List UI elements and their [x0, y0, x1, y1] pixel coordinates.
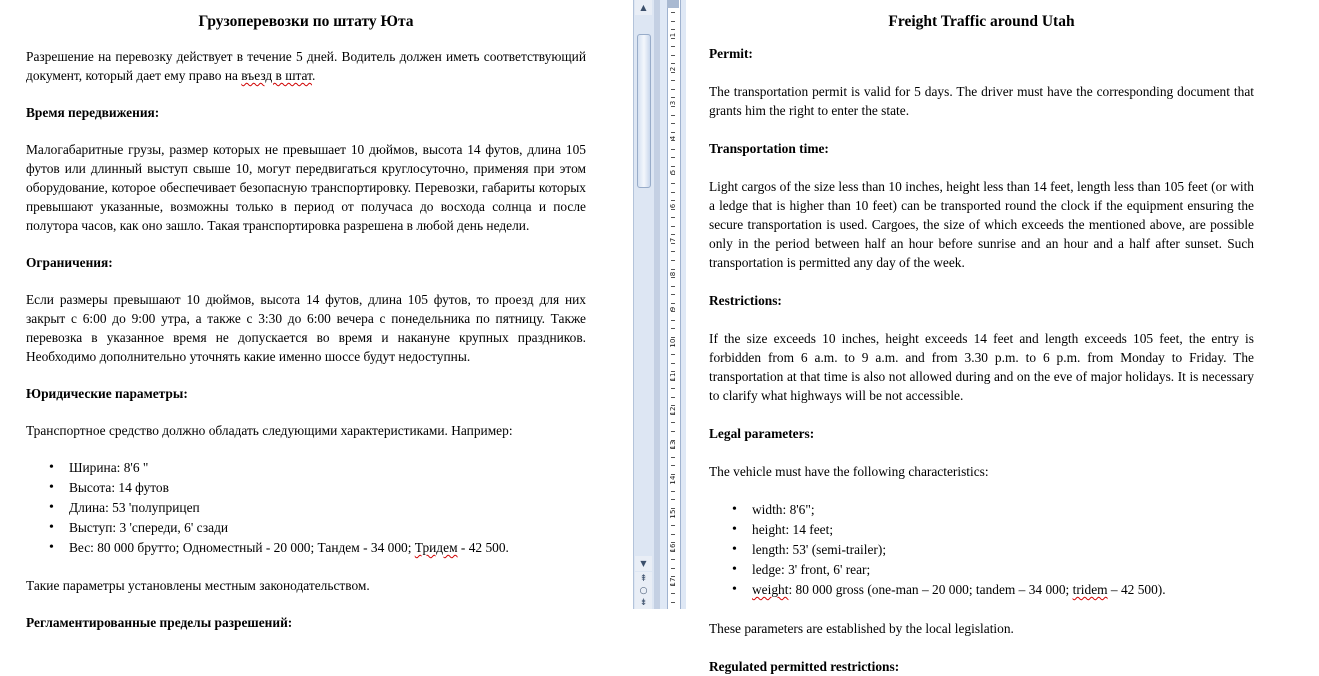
time-heading-en: Transportation time: — [709, 141, 829, 156]
ruler-tick — [671, 192, 675, 193]
scroll-down-button[interactable]: ▼ — [635, 556, 652, 571]
ruler-number: 2 — [669, 66, 677, 72]
list-item: • height: 14 feet; — [752, 520, 1254, 540]
scroll-thumb[interactable] — [637, 34, 651, 188]
legal-heading-en: Legal parameters: — [709, 426, 815, 441]
ruler-tick — [671, 568, 675, 569]
permit-paragraph-en: The transportation permit is valid for 5 days. The driver must have the corresponding document that grants him the right to enter the state. — [709, 84, 1254, 118]
russian-document — [26, 0, 586, 632]
restrictions-heading-en: Restrictions: — [709, 293, 782, 308]
list-item: • ledge: 3' front, 6' rear; — [752, 560, 1254, 580]
legislation-paragraph-ru: Такие параметры установлены местным законодательством. — [26, 578, 370, 593]
parameters-list-ru — [26, 458, 586, 558]
ruler-tick — [671, 397, 675, 398]
ruler-number: 4 — [669, 135, 677, 141]
ruler-tick — [671, 46, 675, 47]
ruler-number: 11 — [669, 372, 677, 382]
ruler-tick — [671, 294, 675, 295]
list-item: • length: 53' (semi-trailer); — [752, 540, 1254, 560]
english-document — [709, 0, 1254, 676]
ruler-number: 9 — [669, 306, 677, 312]
list-item: • Ширина: 8'6 " — [69, 458, 586, 478]
document-title-ru: Грузоперевозки по штату Юта — [198, 13, 414, 30]
ruler-number: 15 — [669, 509, 677, 519]
time-paragraph-ru: Малогабаритные грузы, размер которых не превышает 10 дюймов, высота 14 футов, длина 105 футов или длинный выступ свыше 10, могут передвигаться круглосуточно, применяя при этом оборудование, которое обеспечивает безопасную транспортировку. Перевозки, габариты которых превышают указанные, возможны только в период от получаса до восхода солнца и после полутора часов, как оно зашло. Такая транспортировка разрешена в любой день недели. — [26, 142, 586, 233]
ruler-number: 1 — [669, 32, 677, 38]
spelling-flagged-word[interactable]: weight — [752, 582, 789, 597]
list-item: • width: 8'6"; — [752, 500, 1254, 520]
parameters-list-en — [709, 500, 1254, 600]
list-item: • weight: 80 000 gross (one-man – 20 000; tandem – 34 000; tridem – 42 500). — [752, 580, 1254, 600]
ruler-number: 12 — [669, 406, 677, 416]
legal-heading-ru: Юридические параметры: — [26, 386, 188, 401]
ruler-tick — [671, 499, 675, 500]
spelling-flagged-word[interactable]: въезд в штат — [241, 68, 312, 83]
ruler-number: 16 — [669, 543, 677, 553]
restrictions-paragraph-en: If the size exceeds 10 inches, height exceeds 14 feet and length exceeds 105 feet, the entry is forbidden from 6 a.m. to 9 a.m. and from 3.30 p.m. to 6 p.m. from Monday to Friday. The transportation at that time is also not allowed during and on the eve of major holidays. It is necessary to clarify what highways will be not accessible. — [709, 331, 1254, 403]
ruler-tick — [671, 80, 675, 81]
ruler-tick — [671, 422, 675, 423]
left-document-pane[interactable] — [0, 0, 633, 630]
list-item: • Высота: 14 футов — [69, 478, 586, 498]
ruler-tick — [671, 388, 675, 389]
ruler-tick — [671, 491, 675, 492]
ruler-margin-marker — [667, 0, 679, 8]
ruler-tick — [671, 149, 675, 150]
ruler-tick — [671, 55, 675, 56]
previous-page-button[interactable]: ⇞ — [635, 572, 652, 587]
ruler-tick — [671, 525, 675, 526]
ruler-tick — [671, 354, 675, 355]
ruler-number: 14 — [669, 475, 677, 485]
list-item: • Вес: 80 000 брутто; Одноместный - 20 000; Тандем - 34 000; Тридем - 42 500. — [69, 538, 586, 558]
spelling-flagged-word[interactable]: Тридем — [414, 540, 458, 555]
ruler-number: 13 — [669, 440, 677, 450]
regulated-heading-ru: Регламентированные пределы разрешений: — [26, 615, 293, 630]
ruler-tick — [671, 217, 675, 218]
ruler-number: 10 — [669, 338, 677, 348]
vertical-scrollbar[interactable] — [633, 0, 654, 609]
right-document-pane[interactable] — [686, 0, 1319, 674]
ruler-tick — [671, 457, 675, 458]
ruler-tick — [671, 183, 675, 184]
ruler-tick — [671, 115, 675, 116]
next-page-button[interactable]: ⇟ — [635, 598, 652, 609]
ruler-tick — [671, 363, 675, 364]
regulated-heading-en: Regulated permitted restrictions: — [709, 659, 900, 674]
legal-intro-en: The vehicle must have the following characteristics: — [709, 464, 989, 479]
ruler-tick — [671, 431, 675, 432]
restrictions-heading-ru: Ограничения: — [26, 255, 113, 270]
list-item: • Выступ: 3 'спереди, 6' сзади — [69, 518, 586, 538]
ruler-number: 3 — [669, 100, 677, 106]
ruler-tick — [671, 534, 675, 535]
ruler-tick — [671, 320, 675, 321]
restrictions-paragraph-ru: Если размеры превышают 10 дюймов, высота 14 футов, длина 105 футов, то проезд для них закрыт с 6:00 до 9:00 утра, а также с 3:30 до 6:00 вечера с понедельника по пятницу. Также перевозка в указанное время не допускается во время и накануне крупных праздников. Необходимо дополнительно уточнять какие именно шоссе будут недоступны. — [26, 292, 586, 364]
ruler-tick — [671, 123, 675, 124]
ruler-tick — [671, 21, 675, 22]
ruler-tick — [671, 89, 675, 90]
scroll-up-button[interactable]: ▲ — [635, 0, 652, 15]
time-paragraph-en: Light cargos of the size less than 10 inches, height less than 14 feet, length less than 105 feet (or with a ledge that is higher than 10 feet) can be transported round the clock if the equipment ensuring the secure transportation is used. Cargoes, the size of which exceeds the mentioned above, are possible only in the period between half an hour before sunrise and an hour and a half after sunset. Such transportation is permitted any day of the week. — [709, 179, 1254, 270]
ruler-tick — [671, 12, 675, 13]
ruler-tick — [671, 328, 675, 329]
ruler-tick — [671, 157, 675, 158]
intro-paragraph-ru: Разрешение на перевозку действует в течение 5 дней. Водитель должен иметь соответствующий документ, который дает ему право на въезд в штат. — [26, 49, 586, 83]
ruler-number: 8 — [669, 271, 677, 277]
select-browse-object-button[interactable]: ○ — [635, 586, 652, 601]
ruler-tick — [671, 226, 675, 227]
spelling-flagged-word[interactable]: tridem — [1072, 582, 1108, 597]
time-heading-ru: Время передвижения: — [26, 105, 160, 120]
ruler-tick — [671, 559, 675, 560]
legal-intro-ru: Транспортное средство должно обладать следующими характеристиками. Например: — [26, 423, 513, 438]
ruler-number: 17 — [669, 577, 677, 587]
ruler-number: 6 — [669, 203, 677, 209]
ruler-tick — [671, 593, 675, 594]
vertical-ruler[interactable] — [660, 0, 687, 609]
ruler-tick — [671, 251, 675, 252]
ruler-tick — [671, 260, 675, 261]
ruler-number: 7 — [669, 237, 677, 243]
document-title-en: Freight Traffic around Utah — [888, 13, 1075, 30]
ruler-tick — [671, 602, 675, 603]
permit-heading-en: Permit: — [709, 46, 753, 61]
legislation-paragraph-en: These parameters are established by the local legislation. — [709, 621, 1014, 636]
ruler-number: 5 — [669, 169, 677, 175]
ruler-tick — [671, 465, 675, 466]
list-item: • Длина: 53 'полуприцеп — [69, 498, 586, 518]
ruler-tick — [671, 286, 675, 287]
